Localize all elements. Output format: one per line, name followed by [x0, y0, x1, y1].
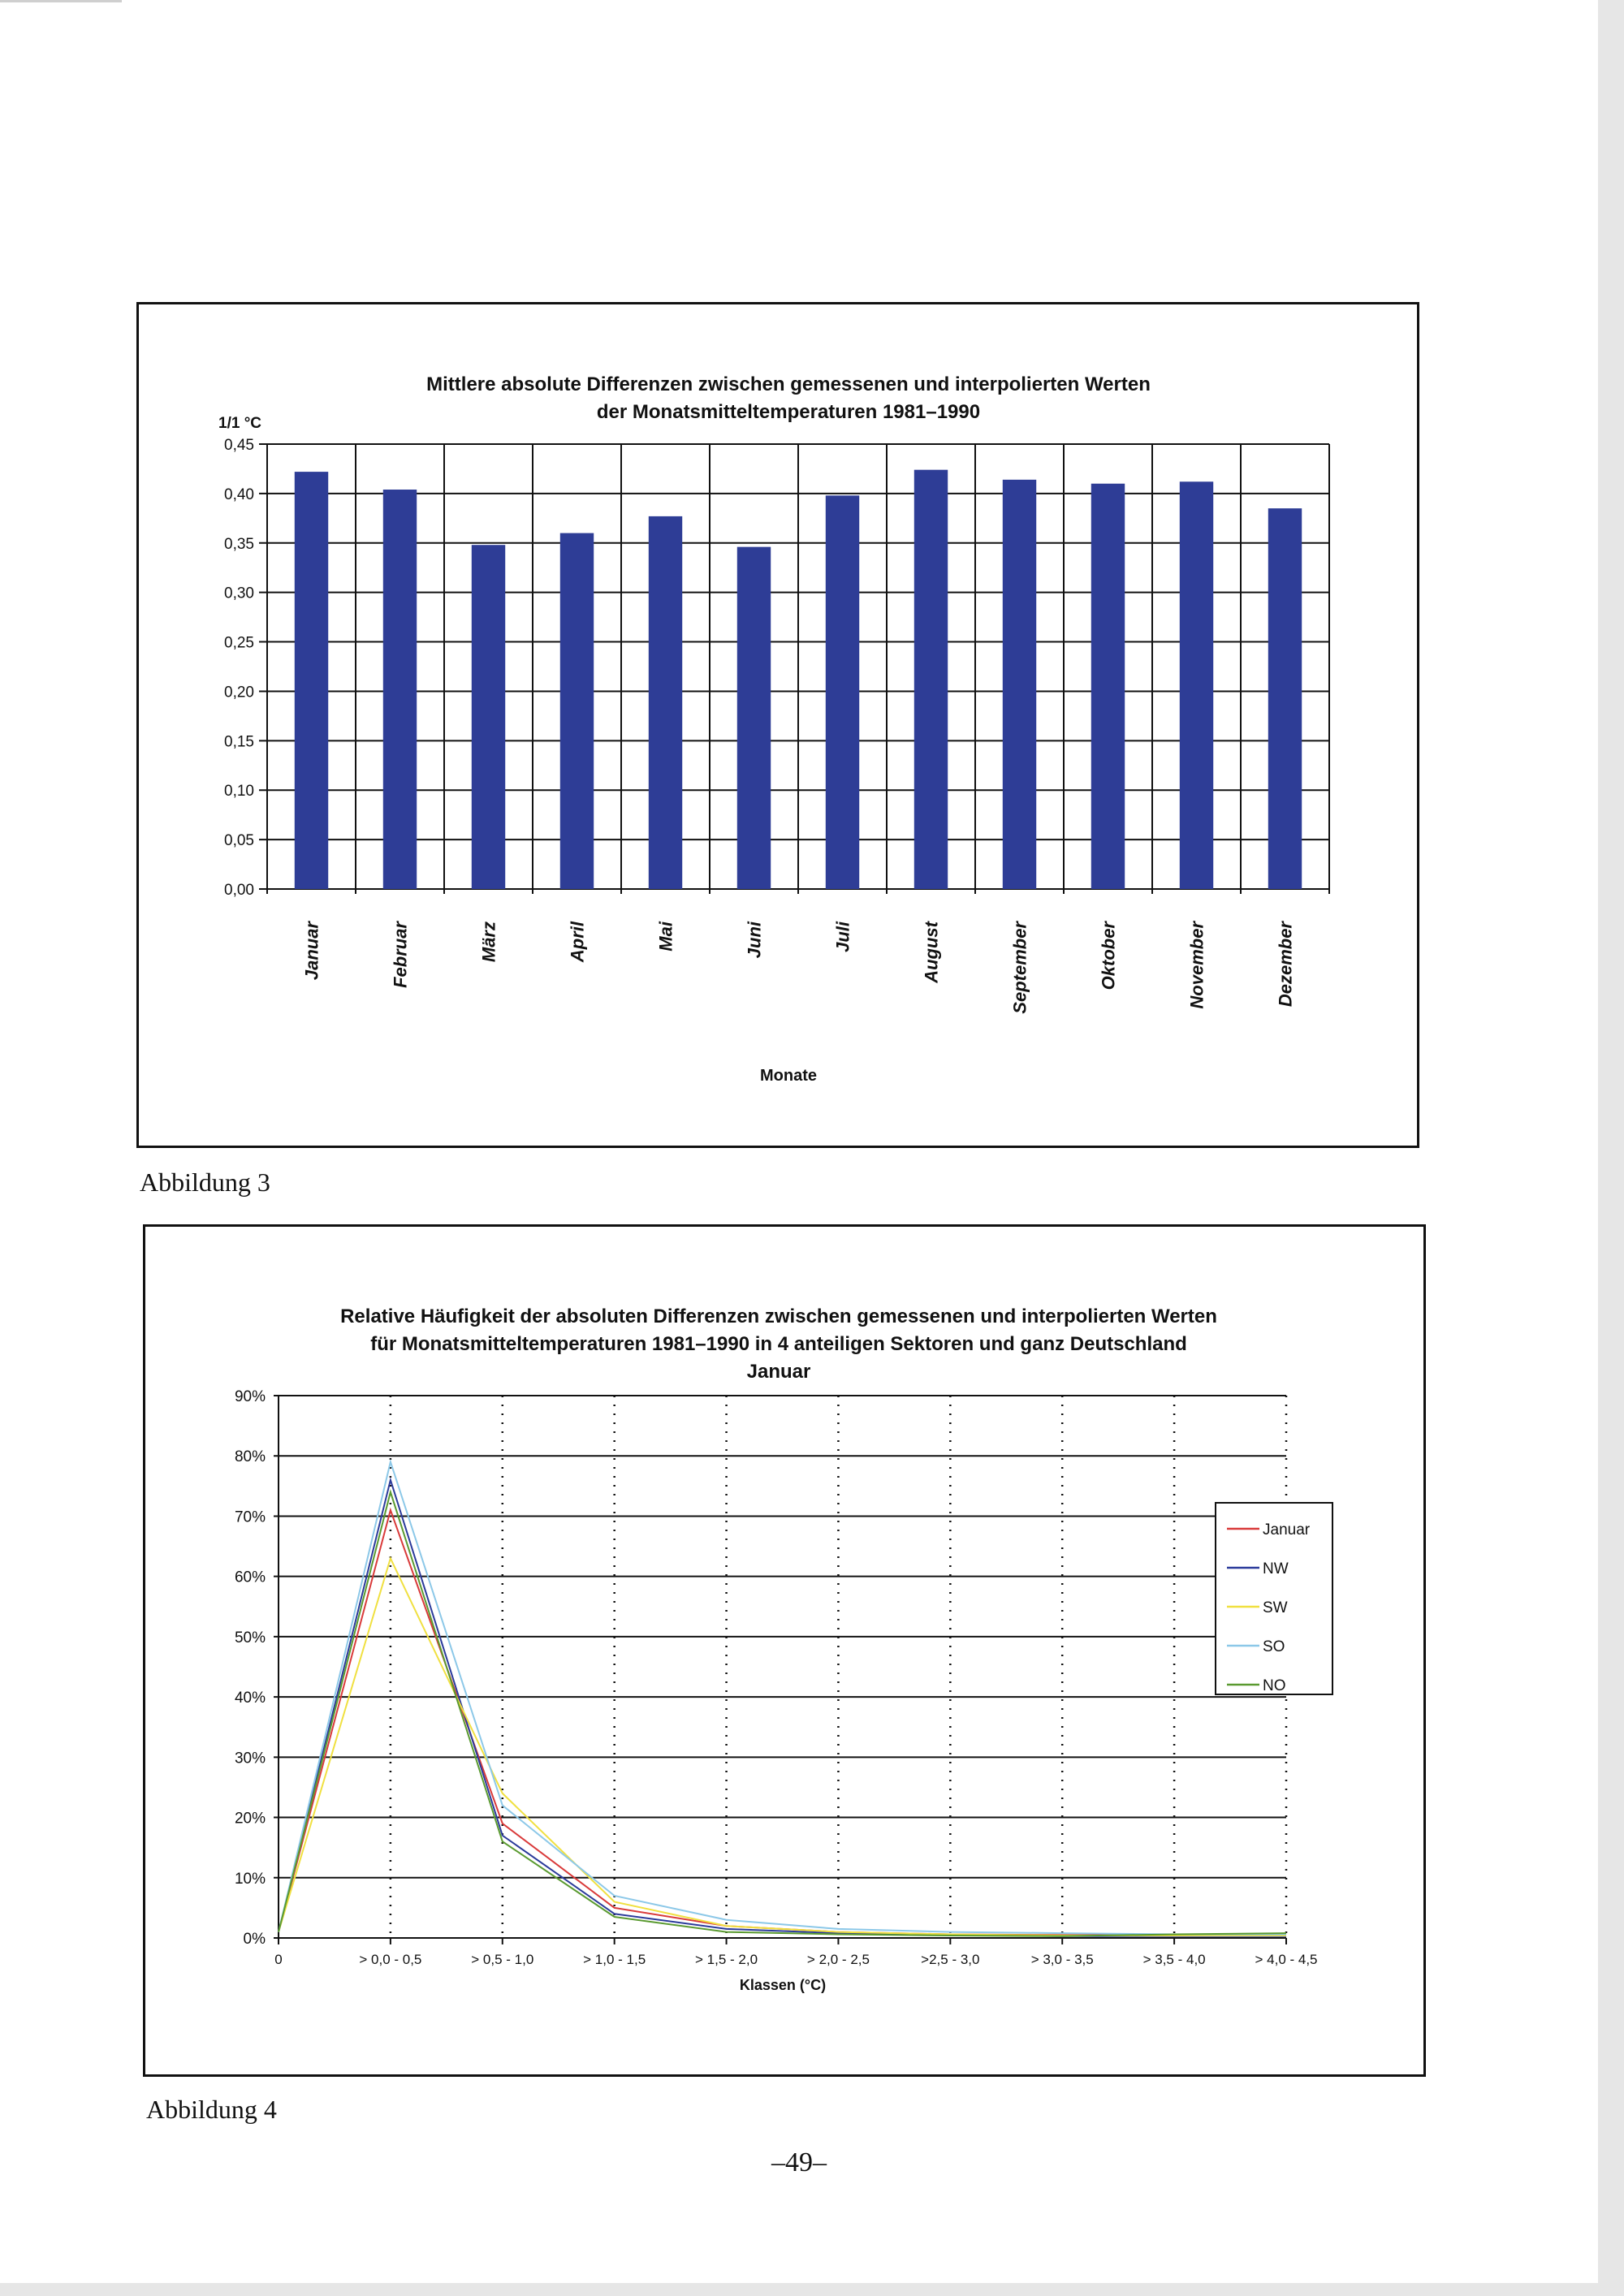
- legend-label: NW: [1263, 1560, 1289, 1577]
- x-tick-label: Januar: [301, 921, 322, 981]
- x-tick-label: > 4,0 - 4,5: [1255, 1952, 1318, 1967]
- bar-januar: [295, 472, 328, 889]
- figure-3-chart-frame: [136, 302, 1419, 1148]
- bar-juni: [737, 547, 771, 889]
- figure-4-chart-frame: [143, 1224, 1426, 2077]
- y-tick-label: 0,15: [224, 733, 254, 751]
- x-tick-label: > 1,0 - 1,5: [583, 1952, 646, 1967]
- x-tick-label: Dezember: [1275, 921, 1296, 1008]
- bar-dezember: [1268, 508, 1302, 889]
- y-tick-label: 70%: [234, 1508, 266, 1526]
- y-tick-label: 60%: [234, 1569, 266, 1586]
- bar-november: [1180, 481, 1213, 889]
- x-tick-label: > 0,0 - 0,5: [359, 1952, 422, 1967]
- series-line-nw: [279, 1480, 1286, 1936]
- x-tick-label: Februar: [390, 921, 411, 988]
- line-chart: [145, 1227, 1423, 2074]
- x-tick-label: Oktober: [1098, 921, 1119, 990]
- page-number: –49–: [771, 2147, 827, 2177]
- figure-4-caption: Abbildung 4: [146, 2095, 277, 2124]
- bar-chart: [139, 304, 1417, 1146]
- x-tick-label: > 3,0 - 3,5: [1030, 1952, 1094, 1967]
- y-tick-label: 50%: [234, 1629, 266, 1646]
- legend-label: NO: [1263, 1677, 1286, 1694]
- scan-edge: [0, 0, 122, 2]
- y-tick-label: 0,10: [224, 783, 254, 801]
- bar-september: [1003, 480, 1036, 889]
- y-tick-label: 80%: [234, 1448, 266, 1466]
- x-axis-label: Klassen (°C): [739, 1977, 827, 1993]
- y-tick-label: 10%: [234, 1870, 266, 1888]
- series-line-no: [279, 1492, 1286, 1936]
- x-tick-label: 0: [274, 1952, 283, 1967]
- figure-3-caption: Abbildung 3: [140, 1167, 270, 1197]
- x-axis-label: Monate: [760, 1067, 817, 1085]
- legend-label: Januar: [1263, 1521, 1311, 1539]
- y-tick-label: 0,40: [224, 486, 254, 503]
- bar-februar: [383, 490, 417, 889]
- y-tick-label: 20%: [234, 1810, 266, 1828]
- bar-august: [914, 470, 948, 889]
- y-tick-label: 0,30: [224, 585, 254, 602]
- x-tick-label: Juli: [832, 921, 853, 952]
- y-tick-label: 90%: [234, 1388, 266, 1405]
- y-tick-label: 0,00: [224, 882, 254, 899]
- x-tick-label: April: [567, 921, 588, 963]
- bar-april: [560, 533, 594, 889]
- y-tick-label: 0,45: [224, 437, 254, 454]
- chart-title-line-1: Relative Häufigkeit der absoluten Differenzen zwischen gemessenen und interpolierten Werten: [340, 1306, 1217, 1327]
- y-tick-label: 0,25: [224, 634, 254, 652]
- x-tick-label: März: [478, 921, 499, 963]
- x-tick-label: > 2,0 - 2,5: [806, 1952, 870, 1967]
- series-line-so: [279, 1462, 1286, 1935]
- y-tick-label: 0,05: [224, 832, 254, 850]
- legend-label: SW: [1263, 1599, 1288, 1616]
- bar-mai: [649, 516, 682, 889]
- y-axis-label: 1/1 °C: [218, 415, 262, 432]
- y-tick-label: 40%: [234, 1690, 266, 1707]
- bar-oktober: [1091, 484, 1125, 889]
- x-tick-label: Juni: [744, 921, 765, 959]
- y-tick-label: 0,35: [224, 535, 254, 553]
- x-tick-label: > 1,5 - 2,0: [695, 1952, 758, 1967]
- y-tick-label: 0%: [243, 1931, 266, 1948]
- series-line-januar: [279, 1510, 1286, 1936]
- bar-juli: [826, 495, 859, 889]
- x-tick-label: > 3,5 - 4,0: [1142, 1952, 1206, 1967]
- y-tick-label: 0,20: [224, 684, 254, 701]
- chart-title-line-2: der Monatsmitteltemperaturen 1981–1990: [596, 401, 981, 423]
- chart-title-line-3: Januar: [746, 1361, 811, 1383]
- x-tick-label: > 0,5 - 1,0: [471, 1952, 534, 1967]
- chart-title-line-1: Mittlere absolute Differenzen zwischen gemessenen und interpolierten Werten: [426, 373, 1151, 395]
- chart-title-line-2: für Monatsmitteltemperaturen 1981–1990 in 4 anteiligen Sektoren und ganz Deutschland: [370, 1333, 1187, 1355]
- y-tick-label: 30%: [234, 1750, 266, 1767]
- x-tick-label: September: [1009, 921, 1030, 1014]
- x-tick-label: >2,5 - 3,0: [921, 1952, 980, 1967]
- legend-label: SO: [1263, 1638, 1285, 1655]
- x-tick-label: August: [921, 921, 942, 983]
- x-tick-label: Mai: [655, 921, 676, 952]
- bar-märz: [472, 545, 505, 889]
- legend: [1216, 1503, 1332, 1694]
- x-tick-label: November: [1186, 921, 1207, 1009]
